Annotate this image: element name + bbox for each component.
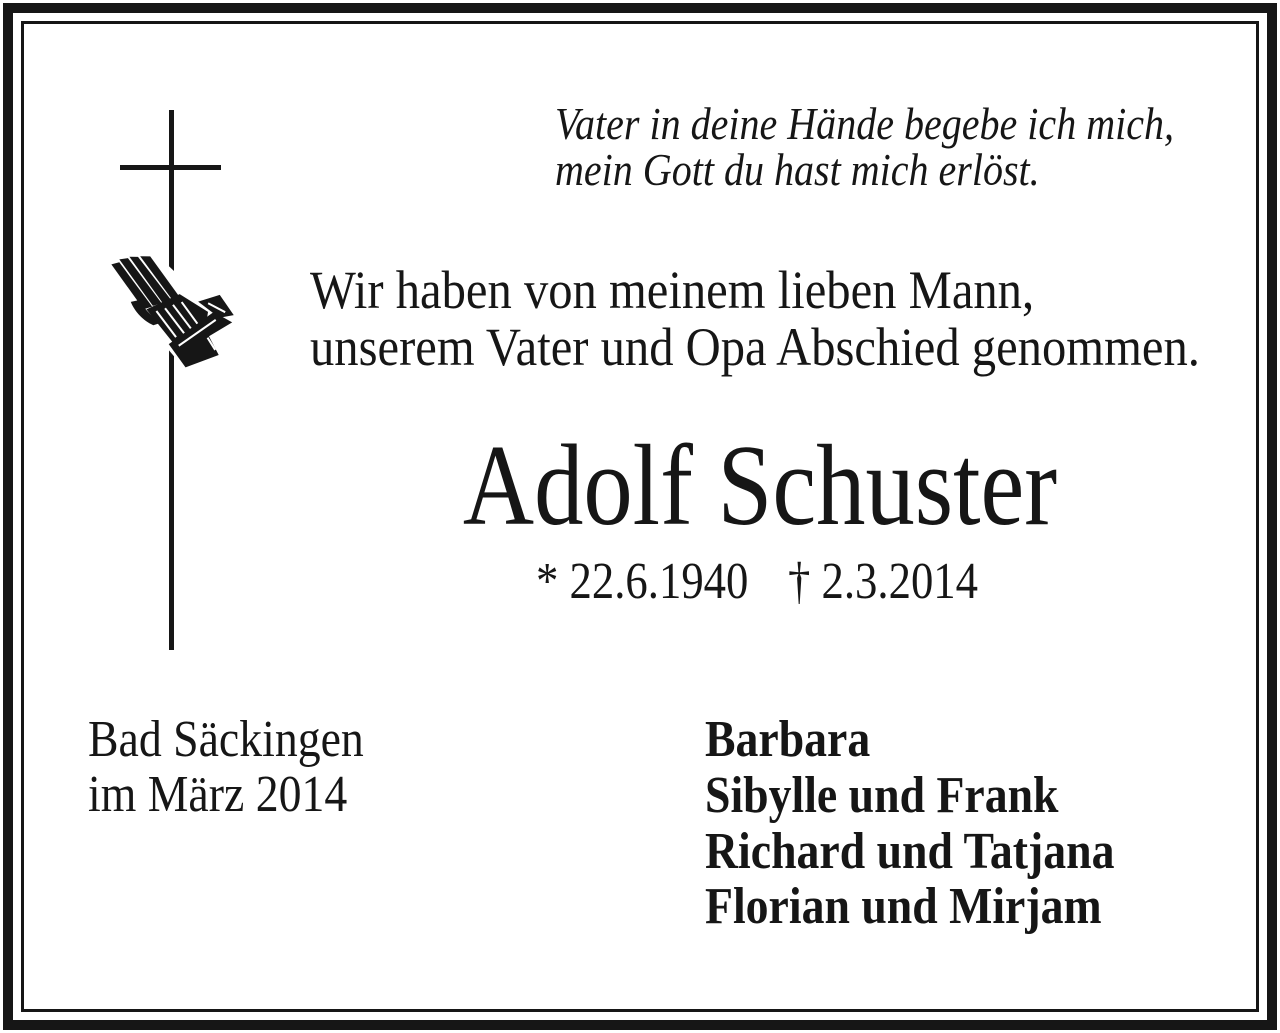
epitaph-quote-line-1: Vater in deine Hände begebe ich mich,	[555, 98, 1175, 149]
birth-date: * 22.6.1940	[535, 553, 749, 610]
mourner-name: Richard und Tatjana	[705, 823, 1115, 880]
mourner-name: Barbara	[705, 711, 871, 768]
death-date: † 2.3.2014	[787, 553, 979, 610]
epitaph-quote-line-2: mein Gott du hast mich erlöst.	[555, 144, 1040, 195]
deceased-name: Adolf Schuster	[462, 422, 1058, 550]
life-dates	[535, 553, 979, 610]
place-name: Bad Säckingen	[88, 711, 364, 768]
notice-date: im März 2014	[88, 766, 348, 823]
announcement-line-1: Wir haben von meinem lieben Mann,	[310, 260, 1035, 320]
mourner-name: Sibylle und Frank	[705, 767, 1059, 824]
announcement-line-2: unserem Vater und Opa Abschied genommen.	[310, 317, 1200, 377]
mourner-name: Florian und Mirjam	[705, 878, 1102, 935]
praying-hands-icon	[75, 210, 261, 397]
cross-horizontal-bar	[120, 165, 221, 170]
